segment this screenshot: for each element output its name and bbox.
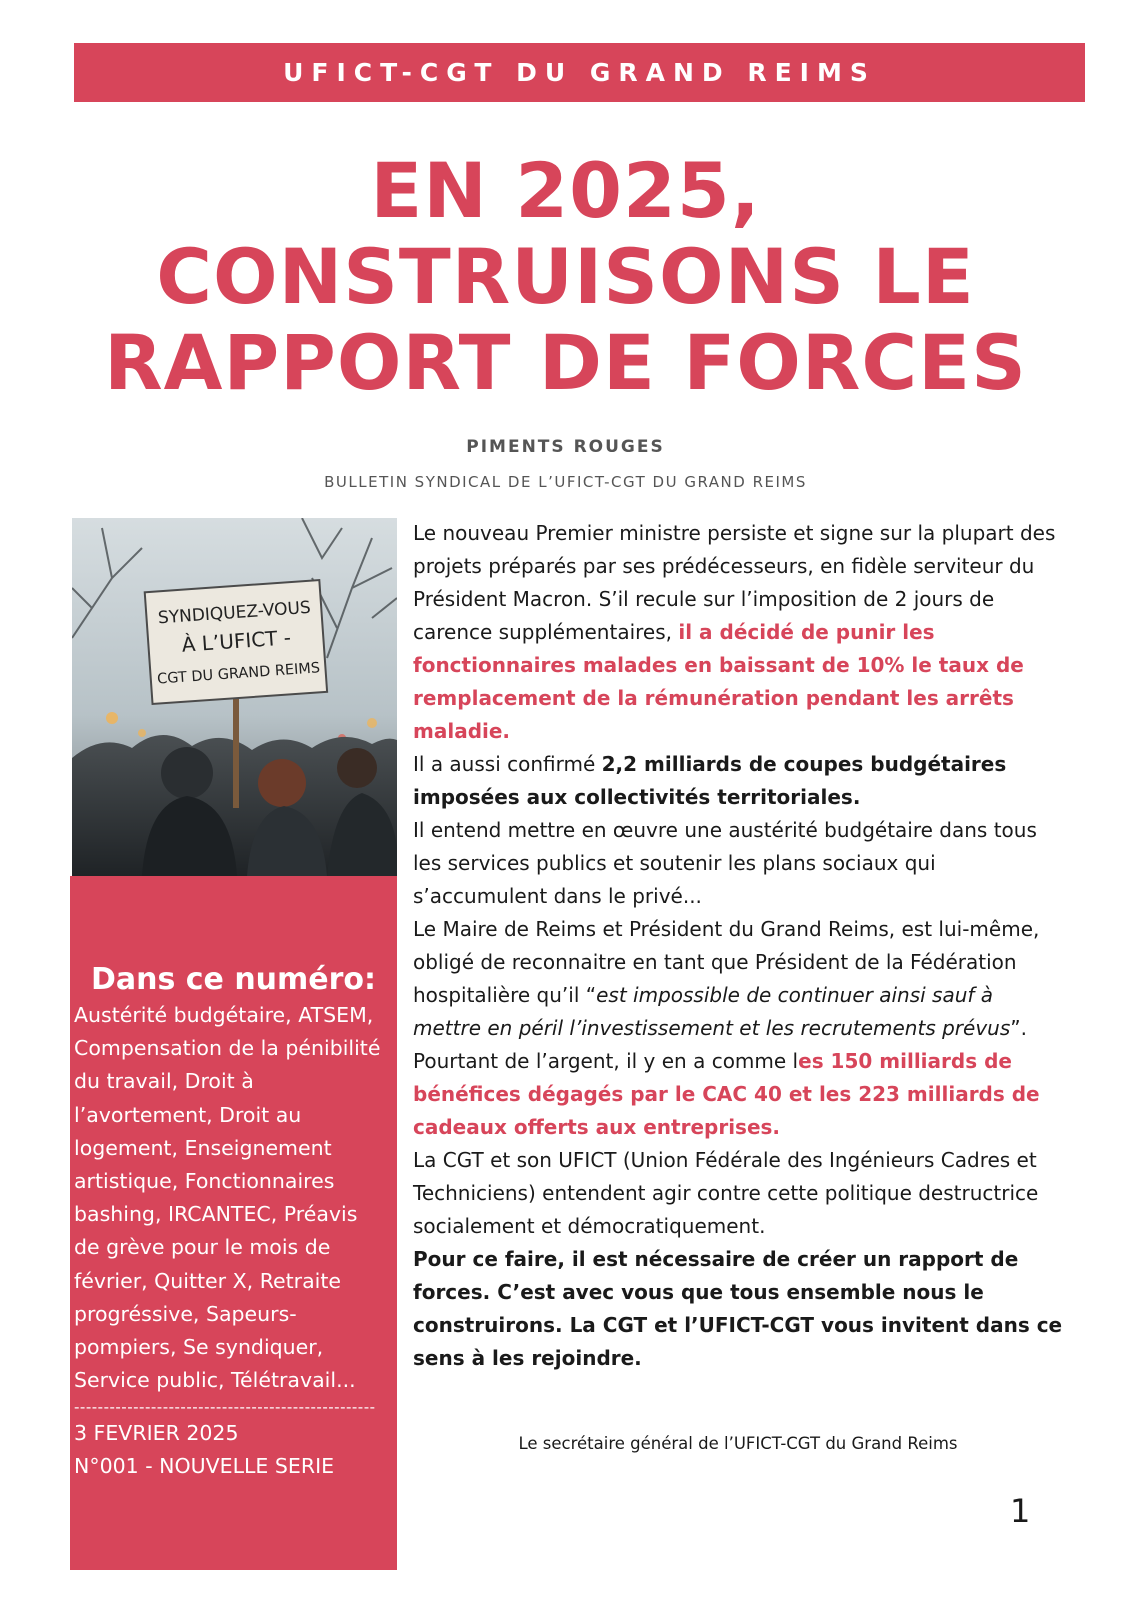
contents-title: Dans ce numéro: (90, 962, 377, 997)
article-paragraph (413, 913, 1063, 1045)
bold-text: 2,2 milliards de coupes budgétaires imposées aux collectivités territoriales. (413, 752, 1007, 809)
person-head (161, 747, 213, 799)
paragraph-text: Pourtant de l’argent, il y en a comme l (413, 1049, 799, 1073)
signature: Le secrétaire général de l’UFICT-CGT du Grand Reims (518, 1434, 958, 1453)
call-to-action: Pour ce faire, il est nécessaire de créer un rapport de forces. C’est avec vous que tous ensemble nous le construirons. La CGT et l’UFICT-CGT vous invitent dans ce sens à les rejoindre. (413, 1247, 1063, 1370)
title-line-2: CONSTRUISONS LE (156, 232, 975, 321)
protest-photo-illustration (72, 518, 397, 876)
article-paragraph: Il entend mettre en œuvre une austérité budgétaire dans tous les services publics et soutenir les plans sociaux qui s’accumulent dans le privé... (413, 818, 1037, 908)
sign-line-1: SYNDIQUEZ-VOUS (157, 597, 312, 629)
article-body (413, 517, 1063, 1375)
article-paragraph (413, 517, 1063, 748)
paragraph-text: Il a aussi confirmé (413, 752, 602, 776)
title-line-3: RAPPORT DE FORCES (104, 318, 1027, 407)
paragraph-text: Le Maire de Reims et Président du Grand Reims, est lui-même, obligé de reconnaitre en tant que Président de la Fédération hospitalière qu’il “ (413, 917, 1040, 1007)
quote-text: est impossible de continuer ainsi sauf à mettre en péril l’investissement et les recrutements prévus (413, 983, 1011, 1040)
page-number: 1 (1010, 1492, 1031, 1530)
article-paragraph (413, 748, 1063, 814)
bulletin-description: BULLETIN SYNDICAL DE L’UFICT-CGT DU GRAND REIMS (324, 473, 807, 491)
highlight-text: il a décidé de punir les fonctionnaires malades en baissant de 10% le taux de remplacement de la rémunération pendant les arrêts maladie. (413, 620, 1024, 743)
contents-topics: Austérité budgétaire, ATSEM, Compensation de la pénibilité du travail, Droit à l’avortement, Droit au logement, Enseignement artistique, Fonctionnaires bashing, IRCANTEC, Préavis de grève pour le mois de février, Quitter X, Retraite progréssive, Sapeurs-pompiers, Se syndiquer, Service public, Télétravail... (74, 1003, 381, 1393)
title-line-1: EN 2025, (370, 146, 761, 235)
quote-end: ”. (1010, 1016, 1027, 1040)
issue-date: 3 FEVRIER 2025 (74, 1421, 239, 1446)
sign-pole (233, 688, 239, 808)
issue-number: N°001 - NOUVELLE SERIE (74, 1454, 335, 1479)
sign-line-2: À L’UFICT - (180, 625, 292, 657)
person-hair (258, 759, 306, 807)
article-paragraph (413, 1045, 1063, 1144)
bulletin-name: PIMENTS ROUGES (466, 437, 665, 457)
page-title (0, 148, 1131, 406)
divider: --------------------------------------------------- (74, 1398, 376, 1417)
highlight-text: es 150 milliards de bénéfices dégagés par le CAC 40 et les 223 milliards de cadeaux offerts aux entreprises. (413, 1049, 1040, 1139)
person-head-right (337, 748, 377, 788)
issue-contents-panel (70, 876, 397, 1570)
protest-photo (72, 518, 397, 876)
protest-sign (145, 580, 327, 704)
sign-line-3: CGT DU GRAND REIMS (156, 660, 321, 688)
paragraph-text: Le nouveau Premier ministre persiste et signe sur la plupart des projets préparés par ses prédécesseurs, en fidèle serviteur du Président Macron. S’il recule sur l’imposition de 2 jours de carence supplémentaires, (413, 521, 1056, 644)
article-paragraph: La CGT et son UFICT (Union Fédérale des Ingénieurs Cadres et Techniciens) entendent agir contre cette politique destructrice socialement et démocratiquement. (413, 1148, 1039, 1238)
header-banner: UFICT-CGT DU GRAND REIMS (74, 43, 1085, 102)
